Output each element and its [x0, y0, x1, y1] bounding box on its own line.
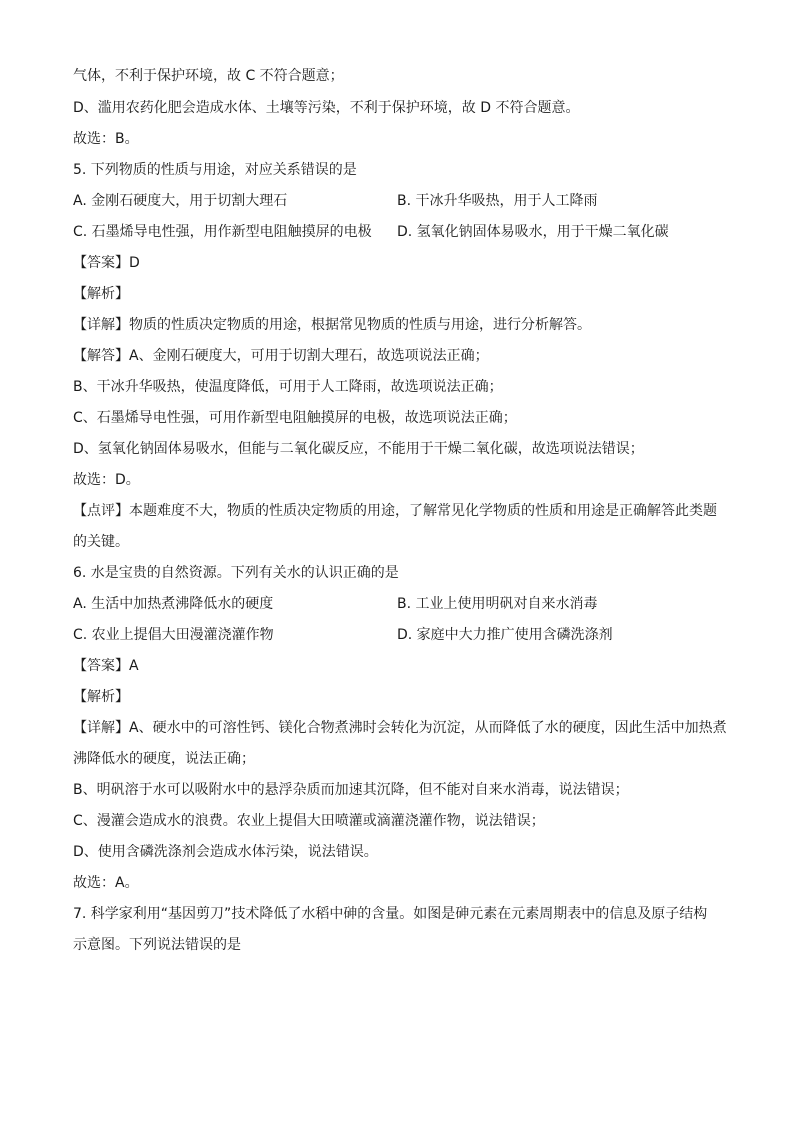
question-5-selection: 故选：D。: [73, 472, 140, 488]
question-5-solution-d: D、氢氧化钠固体易吸水，但能与二氧化碳反应，不能用于干燥二氧化碳，故选项说法错误；: [73, 441, 644, 457]
question-6-detail-line-1: 【详解】A、硬水中的可溶性钙、镁化合物煮沸时会转化为沉淀，从而降低了水的硬度，因此生活中加热煮: [73, 720, 727, 736]
question-6-option-c: C. 农业上提倡大田漫灌浇灌作物: [73, 627, 274, 643]
question-6-selection: 故选：A。: [73, 875, 139, 891]
question-6-option-a: A. 生活中加热煮沸降低水的硬度: [73, 596, 274, 612]
question-7-stem-line-2: 示意图。下列说法错误的是: [73, 937, 241, 953]
question-6-stem: 6. 水是宝贵的自然资源。下列有关水的认识正确的是: [73, 565, 399, 581]
question-5-option-d: D. 氢氧化钠固体易吸水，用于干燥二氧化碳: [397, 224, 669, 240]
text-line: D、滥用农药化肥会造成水体、土壤等污染，不利于保护环境，故 D 不符合题意。: [73, 100, 580, 116]
question-5-solution-c: C、石墨烯导电性强，可用作新型电阻触摸屏的电极，故选项说法正确；: [73, 410, 517, 426]
question-6-solution-d: D、使用含磷洗涤剂会造成水体污染，说法错误。: [73, 844, 378, 860]
question-5-option-b: B. 干冰升华吸热，用于人工降雨: [397, 193, 598, 209]
question-6-solution-c: C、漫灌会造成水的浪费。农业上提倡大田喷灌或滴灌浇灌作物，说法错误；: [73, 813, 545, 829]
question-5-solution-a: 【解答】A、金刚石硬度大，可用于切割大理石，故选项说法正确；: [73, 348, 489, 364]
question-6-option-b: B. 工业上使用明矾对自来水消毒: [397, 596, 598, 612]
question-5-comment-line-1: 【点评】本题难度不大，物质的性质决定物质的用途，了解常见化学物质的性质和用途是正确解答此类题: [73, 503, 717, 519]
question-6-option-d: D. 家庭中大力推广使用含磷洗涤剂: [397, 627, 613, 643]
question-6-solution-b: B、明矾溶于水可以吸附水中的悬浮杂质而加速其沉降，但不能对自来水消毒，说法错误；: [73, 782, 629, 798]
question-6-detail-line-2: 沸降低水的硬度，说法正确；: [73, 751, 255, 767]
question-6-answer: 【答案】A: [73, 658, 139, 674]
question-5-analysis-heading: 【解析】: [73, 286, 129, 302]
question-5-detail: 【详解】物质的性质决定物质的用途，根据常见物质的性质与用途，进行分析解答。: [73, 317, 591, 333]
question-5-stem: 5. 下列物质的性质与用途，对应关系错误的是: [73, 162, 357, 178]
question-5-option-a: A. 金刚石硬度大，用于切割大理石: [73, 193, 288, 209]
question-5-answer: 【答案】D: [73, 255, 140, 271]
question-6-analysis-heading: 【解析】: [73, 689, 129, 705]
text-line: 故选：B。: [73, 131, 139, 147]
question-5-comment-line-2: 的关键。: [73, 534, 129, 550]
question-5-option-c: C. 石墨烯导电性强，用作新型电阻触摸屏的电极: [73, 224, 372, 240]
text-line: 气体，不利于保护环境，故 C 不符合题意；: [73, 68, 344, 84]
question-5-solution-b: B、干冰升华吸热，使温度降低，可用于人工降雨，故选项说法正确；: [73, 379, 503, 395]
question-7-stem-line-1: 7. 科学家利用“基因剪刀”技术降低了水稻中砷的含量。如图是砷元素在元素周期表中的信息及原子结构: [73, 906, 708, 922]
